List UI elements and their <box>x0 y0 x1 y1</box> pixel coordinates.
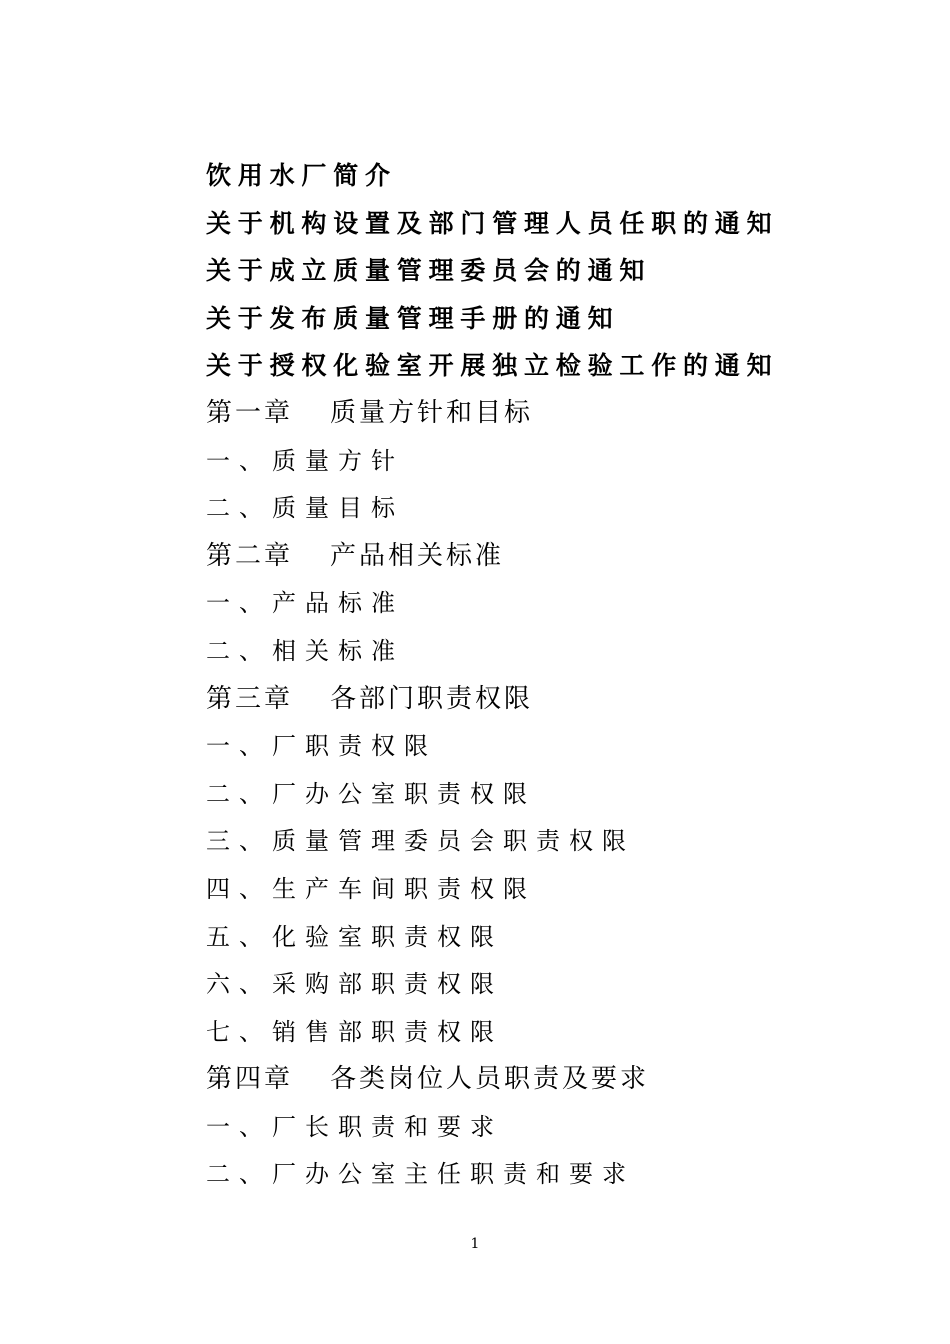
toc-entry-notice <box>206 342 906 390</box>
toc-chapter-heading <box>206 1056 906 1104</box>
section-text: 二、厂办公室主任职责和要求 <box>206 1160 635 1189</box>
toc-section <box>206 866 906 914</box>
page-number: 1 <box>470 1236 480 1252</box>
chapter-title: 各部门职责权限 <box>330 683 534 714</box>
toc-chapter-heading <box>206 533 906 581</box>
section-text: 二、质量目标 <box>206 494 404 523</box>
toc-section <box>206 1009 906 1057</box>
section-text: 二、厂办公室职责权限 <box>206 779 536 808</box>
chapter-number: 第四章 <box>206 1064 294 1095</box>
section-text: 三、质量管理委员会职责权限 <box>206 827 635 856</box>
section-text: 四、生产车间职责权限 <box>206 874 536 903</box>
section-text: 一、产品标准 <box>206 589 404 618</box>
toc-chapter-heading <box>206 676 906 724</box>
toc-section <box>206 628 906 676</box>
toc-section <box>206 438 906 486</box>
chapter-title: 质量方针和目标 <box>330 397 534 428</box>
chapter-number: 第一章 <box>206 397 294 428</box>
toc-section <box>206 485 906 533</box>
toc-chapter-heading <box>206 390 906 438</box>
toc-entry-text: 关于成立质量管理委员会的通知 <box>206 256 652 286</box>
toc-entry-text: 关于授权化验室开展独立检验工作的通知 <box>206 351 779 381</box>
toc-entry-notice <box>206 200 906 248</box>
toc-section <box>206 914 906 962</box>
section-text: 一、厂职责权限 <box>206 732 437 761</box>
toc-section <box>206 771 906 819</box>
toc-entry-notice <box>206 295 906 343</box>
toc-section <box>206 723 906 771</box>
table-of-contents <box>206 152 906 1199</box>
section-text: 六、采购部职责权限 <box>206 970 503 999</box>
chapter-title: 产品相关标准 <box>330 540 505 571</box>
toc-section <box>206 818 906 866</box>
chapter-number: 第三章 <box>206 683 294 714</box>
chapter-number: 第二章 <box>206 540 294 571</box>
toc-entry-text: 关于发布质量管理手册的通知 <box>206 303 620 333</box>
toc-entry-notice <box>206 247 906 295</box>
section-text: 一、质量方针 <box>206 446 404 475</box>
chapter-title: 各类岗位人员职责及要求 <box>330 1064 650 1095</box>
section-text: 二、相关标准 <box>206 636 404 665</box>
toc-section <box>206 580 906 628</box>
toc-entry-text: 关于机构设置及部门管理人员任职的通知 <box>206 208 779 238</box>
section-text: 一、厂长职责和要求 <box>206 1112 503 1141</box>
toc-entry-text: 饮用水厂简介 <box>206 161 397 190</box>
toc-entry-intro <box>206 152 906 200</box>
section-text: 五、化验室职责权限 <box>206 922 503 951</box>
toc-section <box>206 1104 906 1152</box>
toc-section <box>206 961 906 1009</box>
section-text: 七、销售部职责权限 <box>206 1017 503 1046</box>
toc-section <box>206 1151 906 1199</box>
